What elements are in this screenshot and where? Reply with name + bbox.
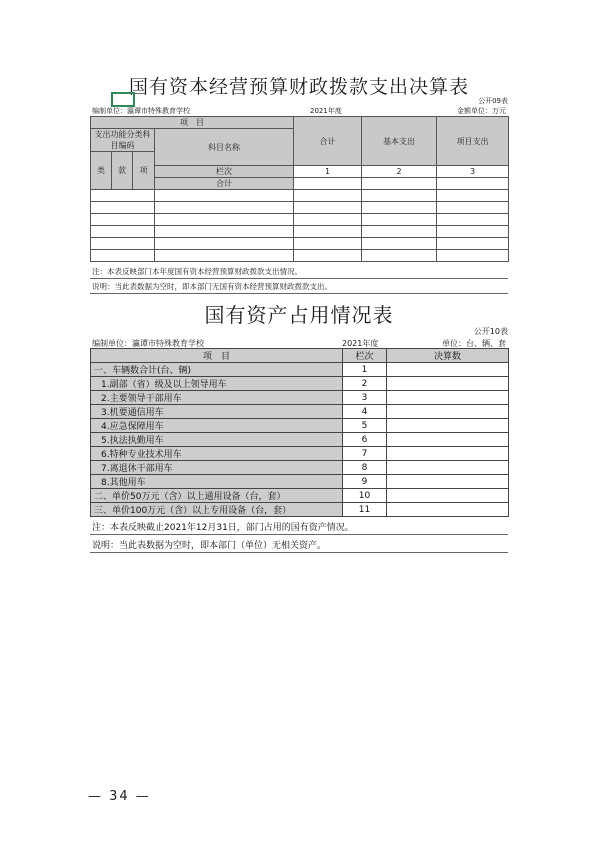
row-value bbox=[387, 475, 509, 489]
table1-row-lanci: 栏次 bbox=[155, 166, 294, 178]
table1-header-total: 合计 bbox=[294, 117, 362, 166]
divider bbox=[90, 552, 508, 553]
row-value bbox=[387, 489, 509, 503]
row-value bbox=[387, 363, 509, 377]
table1-header-basic: 基本支出 bbox=[362, 117, 437, 166]
row-label: 二、单价50万元（含）以上通用设备（台，套） bbox=[91, 489, 343, 503]
table2-header-lanci: 栏次 bbox=[343, 349, 387, 363]
row-label: 3.机要通信用车 bbox=[91, 405, 343, 419]
row-label: 6.特种专业技术用车 bbox=[91, 447, 343, 461]
divider bbox=[90, 278, 508, 279]
divider bbox=[90, 534, 508, 535]
table-cell bbox=[362, 178, 437, 190]
table2-unit: 单位：台、辆、套 bbox=[442, 339, 506, 348]
row-value bbox=[387, 391, 509, 405]
row-number: 7 bbox=[343, 447, 387, 461]
table2-title: 国有资产占用情况表 bbox=[204, 303, 394, 327]
row-number: 2 bbox=[343, 377, 387, 391]
table-row bbox=[91, 475, 509, 489]
row-value bbox=[387, 433, 509, 447]
table1-header-item: 项 目 bbox=[91, 117, 294, 129]
table2-code: 公开10表 bbox=[473, 327, 508, 336]
table-row bbox=[91, 447, 509, 461]
table1-explain: 说明：当此表数据为空时，即本部门无国有资本经营预算财政拨款支出。 bbox=[92, 282, 332, 291]
row-value bbox=[387, 447, 509, 461]
table2-note: 注：本表反映截止2021年12月31日，部门占用的国有资产情况。 bbox=[92, 523, 354, 533]
table1-header-func-code: 支出功能分类科目编码 bbox=[91, 129, 155, 152]
table2 bbox=[90, 348, 509, 517]
table1-title: 国有资本经营预算财政拨款支出决算表 bbox=[128, 76, 469, 98]
table1-meta bbox=[90, 106, 508, 116]
table1-header-project: 项目支出 bbox=[437, 117, 509, 166]
row-number: 5 bbox=[343, 419, 387, 433]
table1-note: 注：本表反映部门本年度国有资本经营预算财政拨款支出情况。 bbox=[92, 267, 302, 276]
table2-header-amount: 决算数 bbox=[387, 349, 509, 363]
row-number: 1 bbox=[343, 363, 387, 377]
table1-col-2: 2 bbox=[362, 166, 437, 178]
table2-year: 2021年度 bbox=[342, 339, 379, 348]
table1-col-1: 1 bbox=[294, 166, 362, 178]
table-row bbox=[91, 250, 509, 262]
table1-col-3: 3 bbox=[437, 166, 509, 178]
row-value bbox=[387, 503, 509, 517]
table-row bbox=[91, 503, 509, 517]
table1-row-total: 合计 bbox=[155, 178, 294, 190]
divider bbox=[90, 293, 508, 294]
row-number: 8 bbox=[343, 461, 387, 475]
table-row bbox=[91, 461, 509, 475]
table1-year: 2021年度 bbox=[310, 107, 342, 115]
cell-selection-box bbox=[111, 92, 135, 107]
row-label: 2.主要领导干部用车 bbox=[91, 391, 343, 405]
table-row bbox=[91, 214, 509, 226]
row-number: 10 bbox=[343, 489, 387, 503]
row-number: 3 bbox=[343, 391, 387, 405]
row-value bbox=[387, 419, 509, 433]
table1-unit-label: 编制单位：瀛谭市特殊教育学校 bbox=[92, 107, 190, 115]
row-number: 11 bbox=[343, 503, 387, 517]
table-row bbox=[91, 433, 509, 447]
table-row bbox=[91, 419, 509, 433]
table1-header-xiang: 项 bbox=[133, 152, 155, 190]
table1-header-kuan: 款 bbox=[112, 152, 133, 190]
row-label: 7.离退休干部用车 bbox=[91, 461, 343, 475]
table-row bbox=[91, 391, 509, 405]
row-label: 三、单价100万元（含）以上专用设备（台，套） bbox=[91, 503, 343, 517]
row-value bbox=[387, 405, 509, 419]
table-cell bbox=[437, 178, 509, 190]
row-label: 8.其他用车 bbox=[91, 475, 343, 489]
table2-explain: 说明：当此表数据为空时，即本部门（单位）无相关资产。 bbox=[92, 541, 327, 551]
table-row bbox=[91, 363, 509, 377]
table1-header-subject-name: 科目名称 bbox=[155, 129, 294, 166]
table2-unit-label: 编制单位：瀛谭市特殊教育学校 bbox=[92, 339, 204, 348]
page-number: — 34 — bbox=[88, 789, 151, 804]
table2-header-item: 项 目 bbox=[91, 349, 343, 363]
row-label: 5.执法执勤用车 bbox=[91, 433, 343, 447]
table-row bbox=[91, 226, 509, 238]
table-row bbox=[91, 377, 509, 391]
table-row bbox=[91, 489, 509, 503]
table-row bbox=[91, 190, 509, 202]
row-number: 6 bbox=[343, 433, 387, 447]
row-number: 4 bbox=[343, 405, 387, 419]
table1-header-lei: 类 bbox=[91, 152, 112, 190]
row-value bbox=[387, 377, 509, 391]
table1-code: 公开09表 bbox=[478, 97, 508, 105]
table-row bbox=[91, 405, 509, 419]
row-label: 4.应急保障用车 bbox=[91, 419, 343, 433]
row-label: 一、车辆数合计(台、辆) bbox=[91, 363, 343, 377]
row-label: 1.副部（省）级及以上领导用车 bbox=[91, 377, 343, 391]
table-row bbox=[91, 238, 509, 250]
table1 bbox=[90, 116, 509, 262]
row-value bbox=[387, 461, 509, 475]
table1-money-unit: 金额单位：万元 bbox=[457, 107, 506, 115]
table-row bbox=[91, 202, 509, 214]
table-cell bbox=[294, 178, 362, 190]
row-number: 9 bbox=[343, 475, 387, 489]
